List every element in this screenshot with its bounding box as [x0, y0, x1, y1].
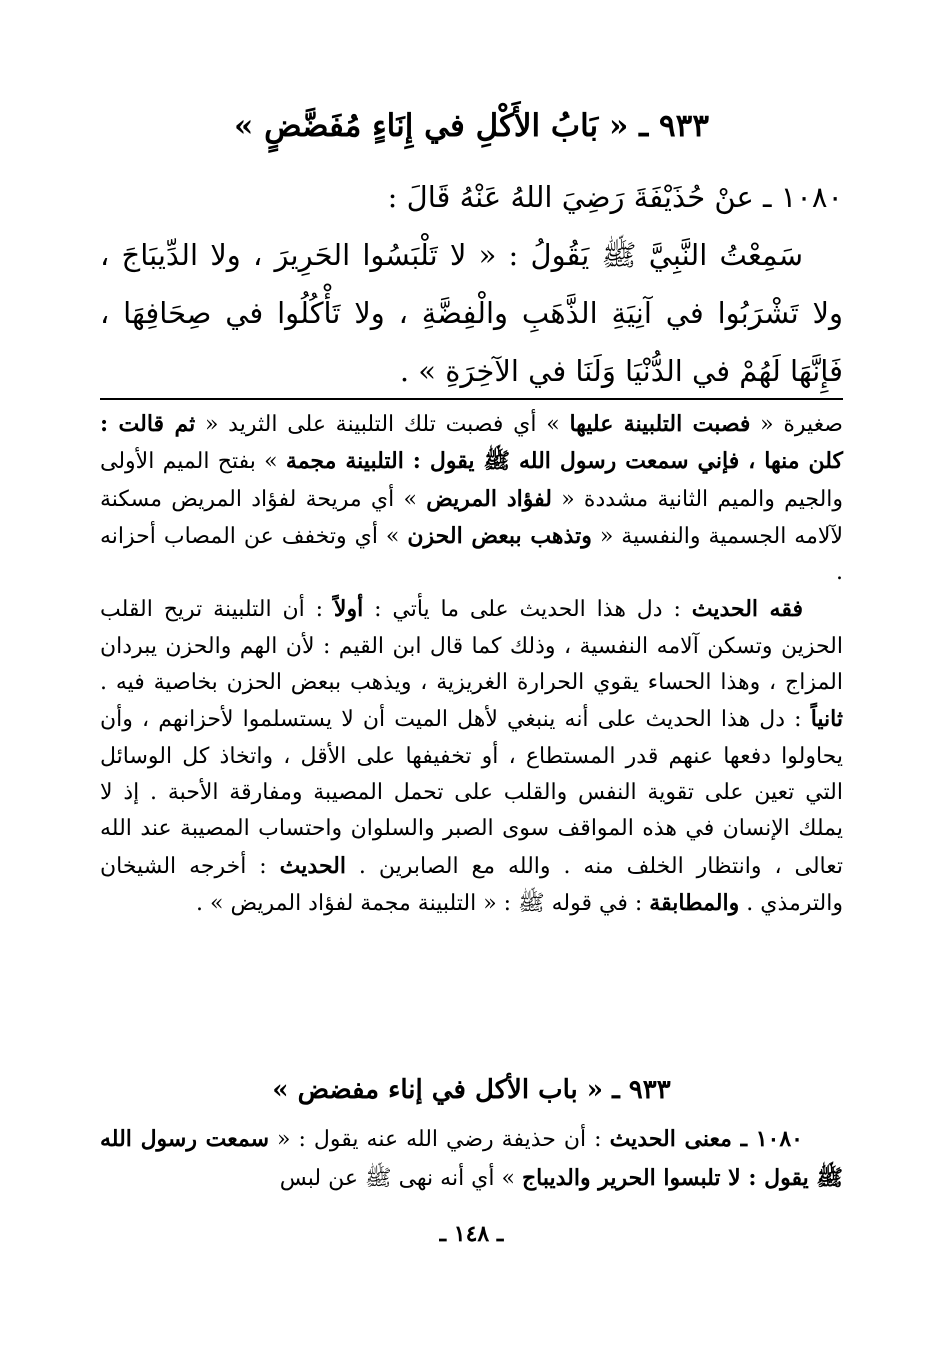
chapter-title: ٩٣٣ ـ « بَابُ الأَكْلِ في إِنَاءٍ مُفَضَّضٍ »: [234, 108, 709, 144]
explanation-section: [100, 1120, 843, 1198]
hadith-isnad: ١٠٨٠ ـ عنْ حُذَيْفَةَ رَضِيَ اللهُ عَنْهُ قَالَ :: [387, 180, 843, 214]
commentary-paragraph-2: فقه الحديث : دل هذا الحديث على ما يأتي : أولاً : أن التلبينة تريح القلب الحزين وتسكن آلامه النفسية ، وذلك كما قال ابن القيم : لأن الهم والحزن يبردان المزاج ، وهذا الحساء يقوي الحرارة الغريزية ، ويذهب ببعض الحزن بخاصية فيه . ثانياً : دل هذا الحديث على أنه ينبغي لأهل الميت أن لا يستسلموا لأحزانهم ، وأن يحاولوا دفعها عنهم قدر المستطاع ، أو تخفيفها على الأقل ، واتخاذ كل الوسائل التي تعين على تقوية النفس والقلب على تحمل المصيبة ومفارقة الأحبة . إذ لا يملك الإنسان في هذه المواقف سوى الصبر والسلوان واحتساب المصيبة عند الله تعالى ، وانتظار الخلف منه . والله مع الصابرين . الحديث : أخرجه الشيخان والترمذي . والمطابقة : في قوله ﷺ : « التلبينة مجمة لفؤاد المريض » .: [100, 596, 843, 916]
hadith-text: [100, 168, 843, 400]
footnote-divider: [100, 398, 843, 400]
commentary-section: [100, 406, 843, 922]
page-number: ـ ١٤٨ ـ: [439, 1221, 504, 1247]
chapter-title-repeat: ٩٣٣ ـ « باب الأكل في إناء مفضض »: [272, 1075, 671, 1105]
commentary-paragraph-1: صغيرة « فصبت التلبينة عليها » أي فصبت تلك التلبينة على الثريد « ثم قالت : كلن منها ، فإني سمعت رسول الله ﷺ يقول : التلبينة مجمة » بفتح الميم الأولى والجيم والميم الثانية مشددة « لفؤاد المريض » أي مريحة لفؤاد المريض مسكنة لآلامه الجسمية والنفسية « وتذهب ببعض الحزن » أي وتخفف عن المصاب أحزانه .: [100, 411, 844, 586]
hadith-matn: سَمِعْتُ النَّبِيَّ ﷺ يَقُولُ : « لا تَلْبَسُوا الحَرِيرَ ، ولا الدِّيبَاجَ ، ولا تَشْرَبُوا في آنِيَةِ الذَّهَبِ والْفِضَّةِ ، ولا تَأْكُلُوا في صِحَافِهَا ، فَإِنَّهَا لَهُمْ في الدُّنْيَا وَلَنَا في الآخِرَةِ » .: [100, 238, 843, 388]
explanation-paragraph: ١٠٨٠ ـ معنى الحديث : أن حذيفة رضي الله عنه يقول : « سمعت رسول الله ﷺ يقول : لا تلبسوا الحرير والديباج » أي أنه نهى ﷺ عن لبس: [100, 1126, 843, 1191]
